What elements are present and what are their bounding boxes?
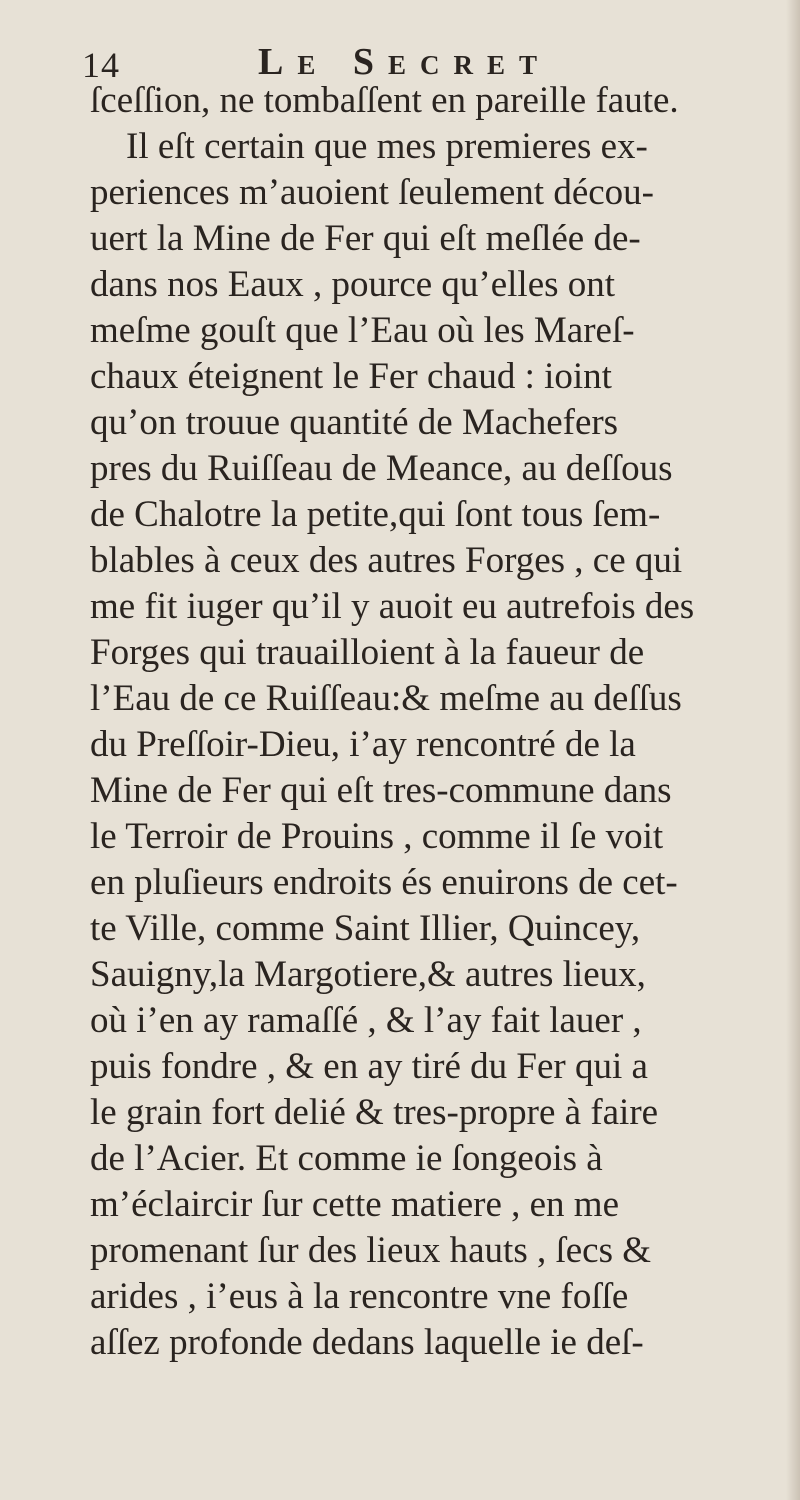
text-line: pres du Ruiſſeau de Meance, au deſſous bbox=[90, 448, 673, 489]
text-line: Sauigny,la Margotiere,& autres lieux, bbox=[90, 954, 646, 995]
text-line: Mine de Fer qui eſt tres-commune dans bbox=[90, 770, 672, 811]
page-edge-shadow bbox=[786, 0, 800, 1500]
text-line: blables à ceux des autres Forges , ce qui bbox=[90, 540, 683, 581]
text-line: puis fondre , & en ay tiré du Fer qui a bbox=[90, 1046, 648, 1087]
text-line: m’éclaircir ſur cette matiere , en me bbox=[90, 1184, 620, 1225]
text-line: ſceſſion, ne tombaſſent en pareille faute. bbox=[90, 80, 679, 121]
text-line: le Terroir de Prouins , comme il ſe voit bbox=[90, 816, 664, 857]
text-line: periences m’auoient ſeulement décou- bbox=[90, 172, 654, 213]
text-line: te Ville, comme Saint Illier, Quincey, bbox=[90, 908, 641, 949]
text-line: promenant ſur des lieux hauts , ſecs & bbox=[90, 1230, 652, 1271]
text-line: me fit iuger qu’il y auoit eu autrefois des bbox=[90, 586, 695, 627]
text-line: où i’en ay ramaſſé , & l’ay fait lauer , bbox=[90, 1000, 642, 1041]
text-line: uert la Mine de Fer qui eſt meſlée de- bbox=[90, 218, 641, 259]
text-line: de l’Acier. Et comme ie ſongeois à bbox=[90, 1138, 603, 1179]
running-head: Le Secret bbox=[258, 41, 552, 83]
text-line: l’Eau de ce Ruiſſeau:& meſme au deſſus bbox=[90, 678, 682, 719]
text-line: Il eſt certain que mes premieres ex- bbox=[126, 126, 648, 167]
text-line: du Preſſoir-Dieu, i’ay rencontré de la bbox=[90, 724, 636, 765]
text-line: arides , i’eus à la rencontre vne foſſe bbox=[90, 1276, 629, 1317]
text-line: en pluſieurs endroits és enuirons de cet- bbox=[90, 862, 678, 903]
text-line: qu’on trouue quantité de Machefers bbox=[90, 402, 619, 443]
page-number: 14 bbox=[82, 45, 120, 85]
text-line: meſme gouſt que l’Eau où les Mareſ- bbox=[90, 310, 635, 351]
text-line: de Chalotre la petite,qui ſont tous ſem- bbox=[90, 494, 661, 535]
text-line: aſſez profonde dedans laquelle ie deſ- bbox=[90, 1322, 644, 1363]
text-line: dans nos Eaux , pource qu’elles ont bbox=[90, 264, 616, 305]
text-line: Forges qui trauailloient à la faueur de bbox=[90, 632, 645, 673]
text-line: le grain fort delié & tres-propre à faire bbox=[90, 1092, 659, 1133]
text-line: chaux éteignent le Fer chaud : ioint bbox=[90, 356, 612, 397]
page-text bbox=[90, 78, 780, 1366]
